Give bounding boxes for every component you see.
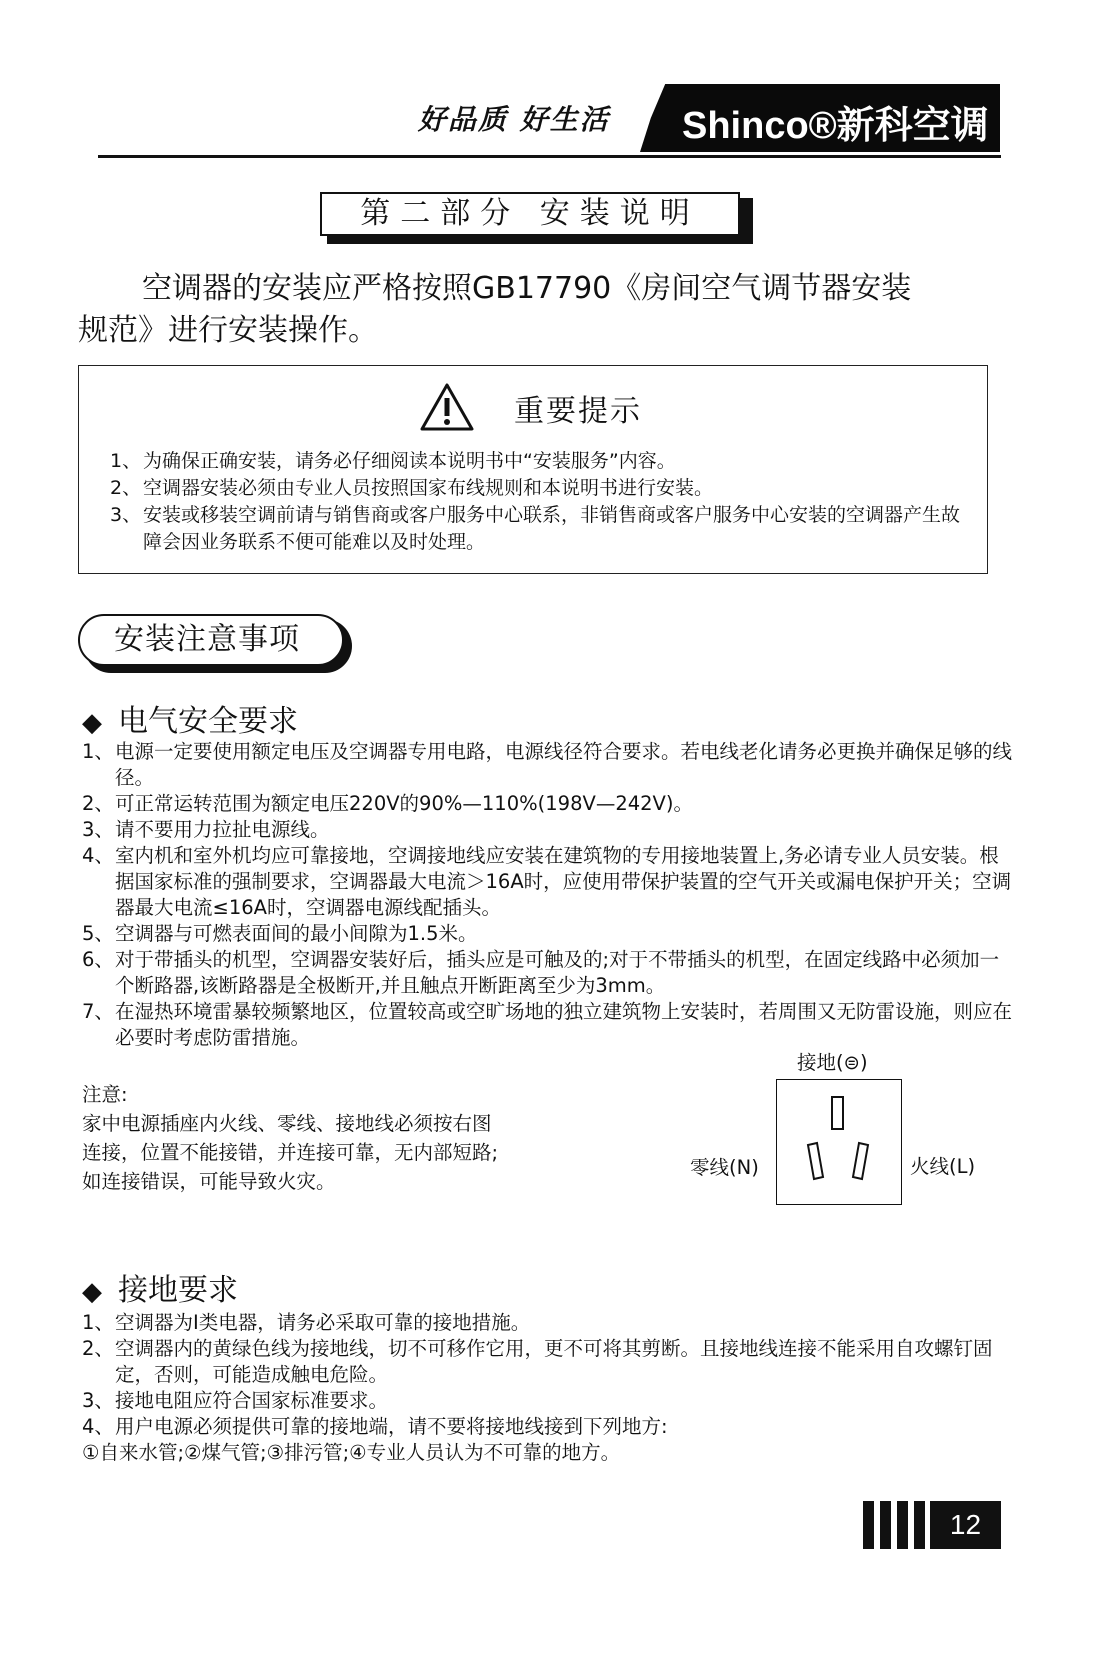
item-text: 请不要用力拉扯电源线。 (115, 818, 330, 841)
notice-list (110, 448, 970, 556)
note-line: 连接，位置不能接错，并连接可靠，无内部短路; (82, 1141, 499, 1164)
wiring-note (82, 1080, 642, 1196)
grounding-heading (82, 1265, 238, 1309)
intro-line-1: 空调器的安装应严格按照GB17790《房间空气调节器安装 (142, 271, 912, 306)
list-item (82, 843, 1012, 921)
item-text: 空调器安装必须由专业人员按照国家布线规则和本说明书进行安装。 (143, 477, 714, 499)
item-number: 5、 (82, 922, 114, 945)
note-line: 如连接错误，可能导致火灾。 (82, 1170, 336, 1193)
item-text: 用户电源必须提供可靠的接地端，请不要将接地线接到下列地方: (115, 1415, 668, 1438)
grounding-list (82, 1310, 1012, 1466)
item-text: 安装或移装空调前请与销售商或客户服务中心联系，非销售商或客户服务中心安装的空调器产生故障会因业务联系不便可能难以及时处理。 (143, 504, 961, 553)
neutral-label: 零线(N) (690, 1156, 759, 1179)
item-number: 4、 (82, 844, 114, 867)
list-item (82, 999, 1012, 1051)
list-item (82, 1414, 1012, 1440)
list-item (82, 817, 1012, 843)
notice-title: 重要提示 (514, 394, 642, 429)
item-text: 电源一定要使用额定电压及空调器专用电路，电源线径符合要求。若电线老化请务必更换并确保足够的线径。 (115, 740, 1013, 789)
item-text: 空调器为Ⅰ类电器，请务必采取可靠的接地措施。 (115, 1311, 531, 1334)
prohibited-locations: ①自来水管;②煤气管;③排污管;④专业人员认为不可靠的地方。 (82, 1441, 621, 1464)
section-heading-pill: 安装注意事项 (78, 614, 344, 666)
item-number: 6、 (82, 948, 114, 971)
intro-paragraph (78, 268, 978, 352)
notice-item-3 (110, 502, 970, 556)
item-number: 3、 (110, 504, 142, 526)
list-item (82, 1336, 1012, 1388)
item-text: 为确保正确安装，请务必仔细阅读本说明书中“安装服务”内容。 (143, 450, 676, 472)
socket-outlet-icon (777, 1080, 900, 1203)
item-number: 2、 (82, 1337, 114, 1360)
item-number: 3、 (82, 1389, 114, 1412)
diamond-bullet-icon: ◆ (82, 708, 102, 738)
heading-text: 电气安全要求 (118, 704, 298, 739)
page-number-bars (863, 1501, 927, 1549)
item-number: 2、 (110, 477, 142, 499)
item-number: 1、 (82, 740, 114, 763)
item-number: 1、 (110, 450, 142, 472)
note-line: 家中电源插座内火线、零线、接地线必须按右图 (82, 1112, 492, 1135)
item-number: 4、 (82, 1415, 114, 1438)
page-number: 12 (930, 1501, 1001, 1549)
item-number: 2、 (82, 792, 114, 815)
item-number: 3、 (82, 818, 114, 841)
electrical-safety-list (82, 739, 1012, 1051)
item-text: 空调器与可燃表面间的最小间隙为1.5米。 (115, 922, 478, 945)
item-number: 1、 (82, 1311, 114, 1334)
item-text: 接地电阻应符合国家标准要求。 (115, 1389, 389, 1412)
item-number: 7、 (82, 1000, 114, 1023)
list-item (82, 1388, 1012, 1414)
header-rule (98, 155, 1001, 158)
page-title: 第二部分 安装说明 (320, 192, 740, 236)
list-item (82, 791, 1012, 817)
intro-line-2: 规范》进行安装操作。 (78, 313, 378, 348)
heading-text: 接地要求 (118, 1273, 238, 1308)
notice-item-1 (110, 448, 970, 475)
note-label: 注意: (82, 1083, 128, 1106)
warning-triangle-icon (420, 383, 474, 431)
item-text: 空调器内的黄绿色线为接地线，切不可移作它用，更不可将其剪断。且接地线连接不能采用自攻螺钉固定，否则，可能造成触电危险。 (115, 1337, 993, 1386)
item-text: 对于带插头的机型，空调器安装好后，插头应是可触及的;对于不带插头的机型，在固定线路中必须加一个断路器,该断路器是全极断开,并且触点开断距离至少为3mm。 (115, 948, 1000, 997)
list-item (82, 739, 1012, 791)
electrical-safety-heading (82, 696, 298, 740)
list-item (82, 947, 1012, 999)
notice-item-2 (110, 475, 970, 502)
list-item (82, 1310, 1012, 1336)
live-label: 火线(L) (910, 1155, 976, 1178)
socket-diagram (776, 1079, 902, 1205)
item-text: 在湿热环境雷暴较频繁地区，位置较高或空旷场地的独立建筑物上安装时，若周围又无防雷设施，则应在必要时考虑防雷措施。 (115, 1000, 1013, 1049)
brand-logo: Shinco®新科空调 (682, 105, 989, 147)
list-item (82, 921, 1012, 947)
item-text: 室内机和室外机均应可靠接地，空调接地线应安装在建筑物的专用接地装置上,务必请专业人员安装。根据国家标准的强制要求，空调器最大电流＞16A时，应使用带保护装置的空气开关或漏电保护开关；空调器最大电流≤16A时，空调器电源线配插头。 (115, 844, 1012, 919)
diamond-bullet-icon: ◆ (82, 1277, 102, 1307)
ground-label: 接地(⊜) (797, 1051, 868, 1074)
slogan: 好品质 好生活 (418, 103, 610, 136)
item-text: 可正常运转范围为额定电压220V的90%—110%(198V—242V)。 (115, 792, 693, 815)
